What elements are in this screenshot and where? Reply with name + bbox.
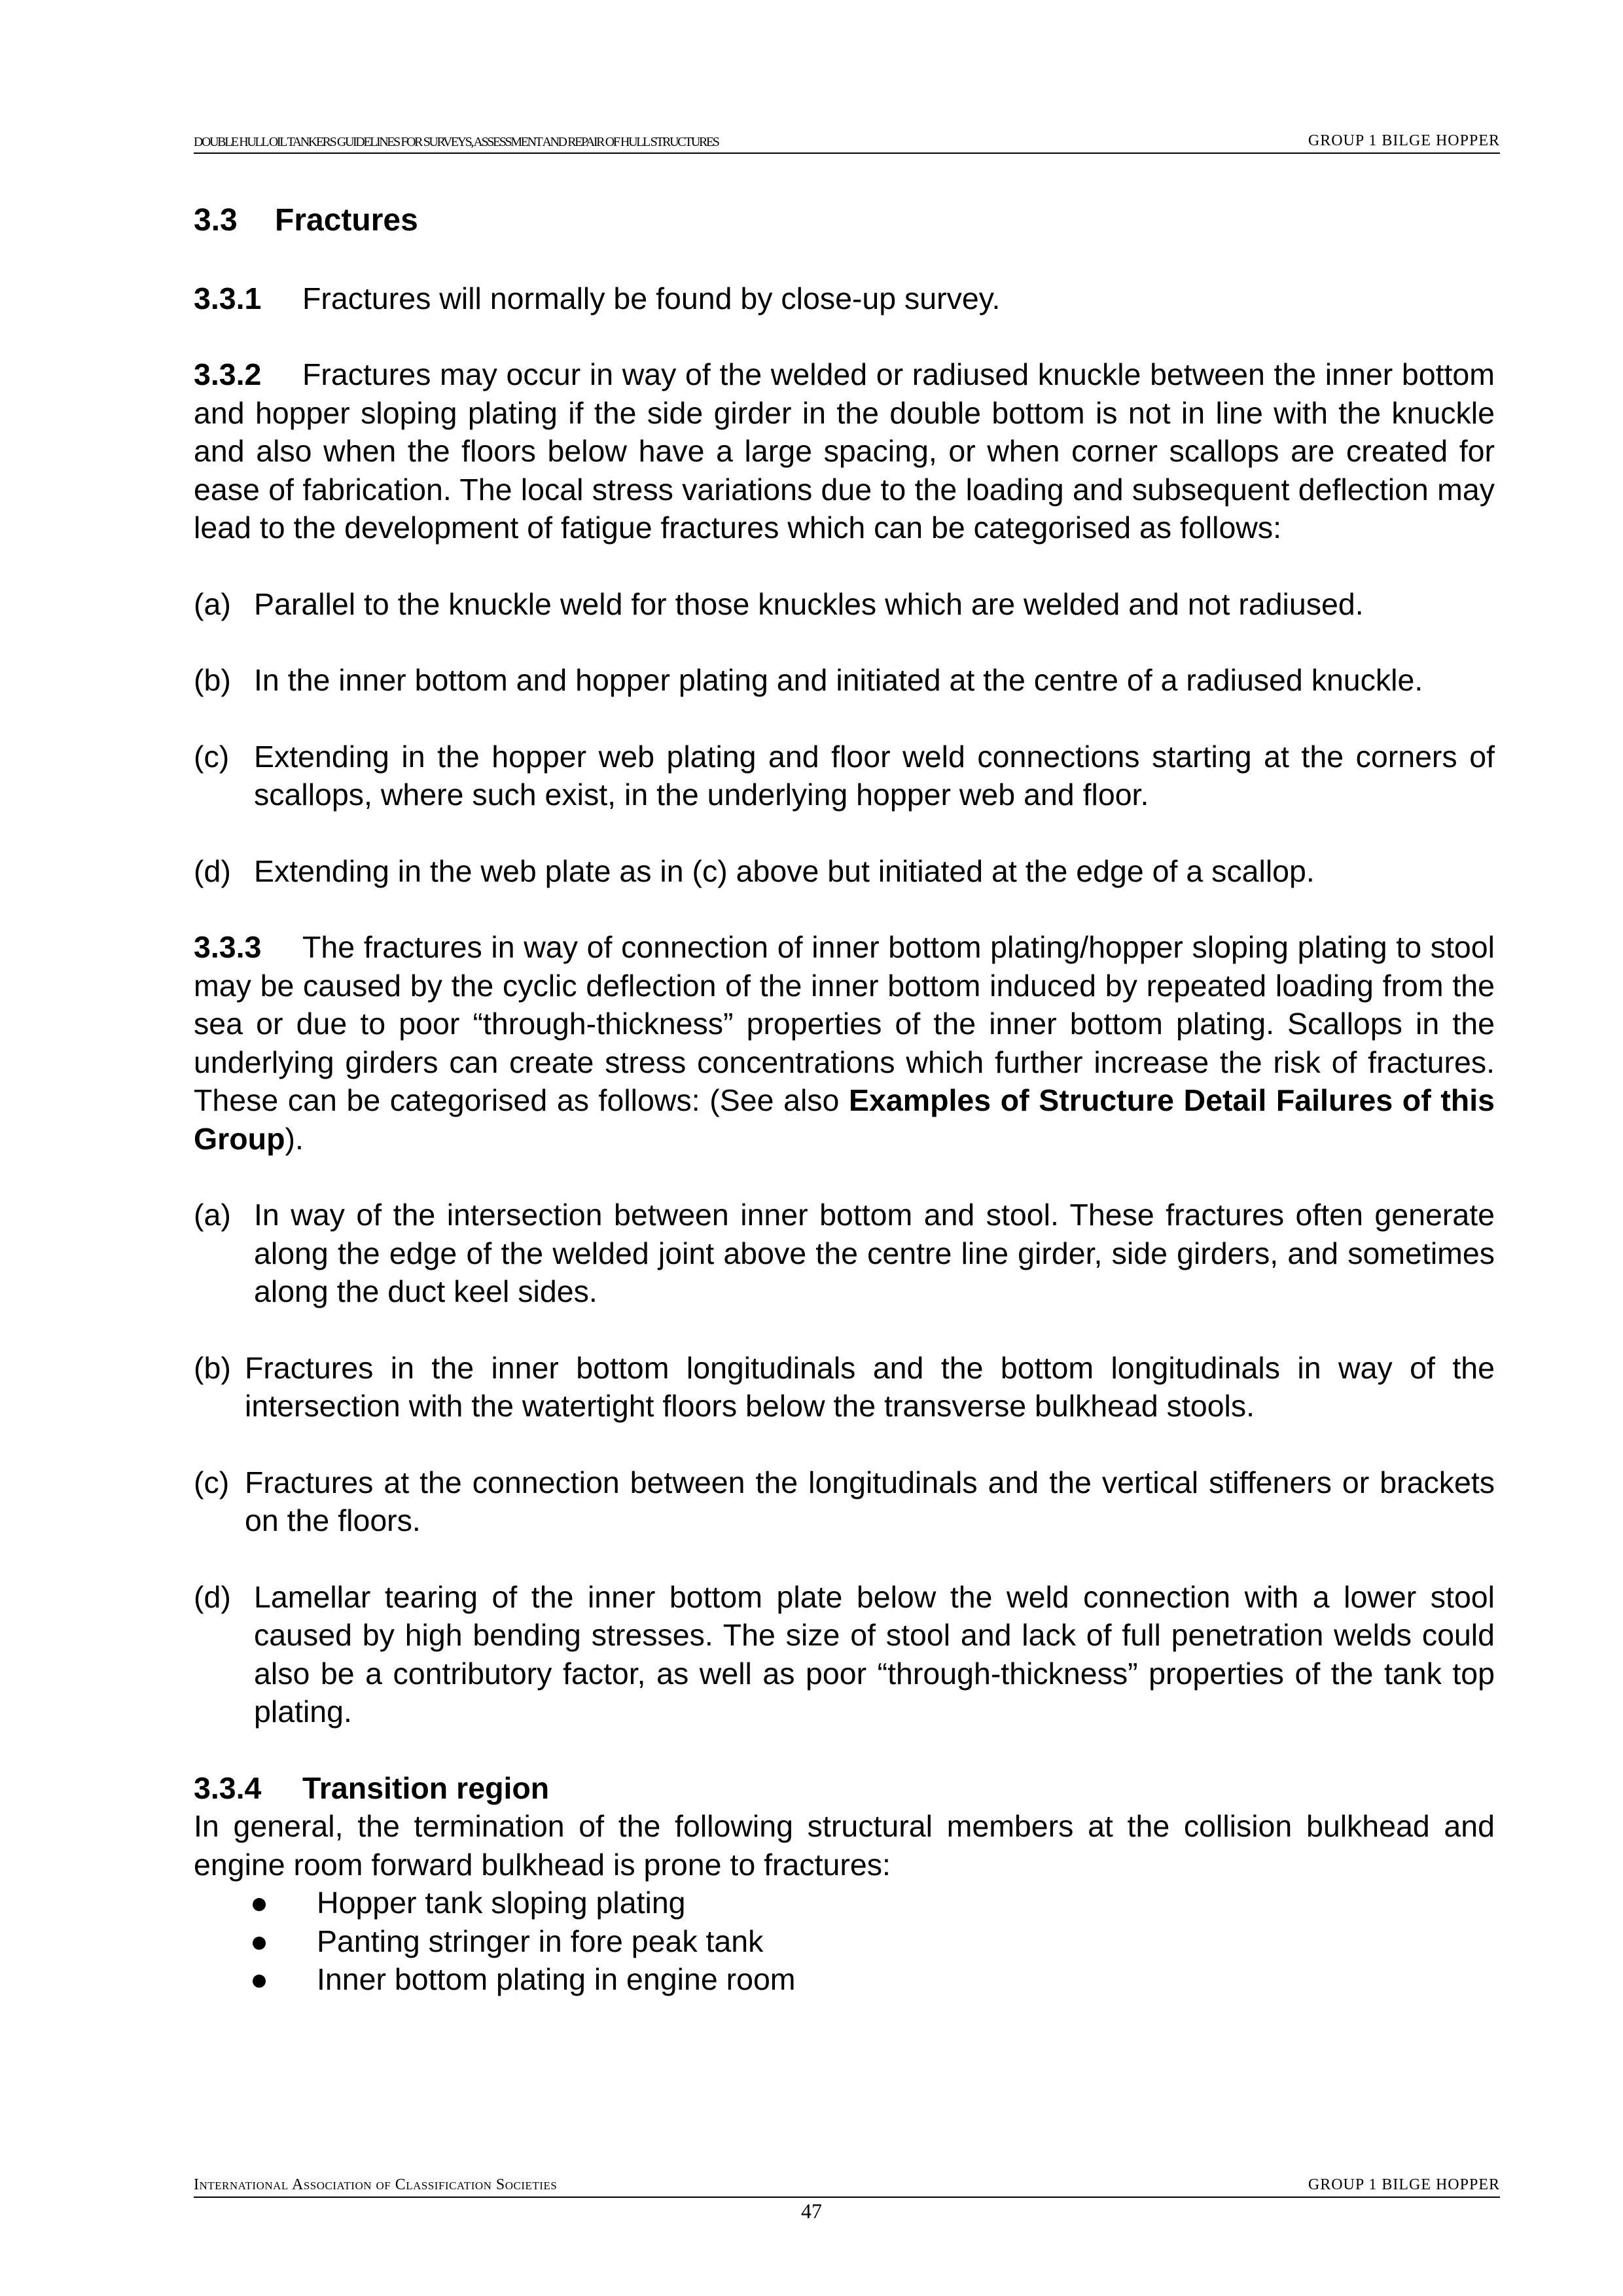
bullet-icon: ●	[250, 1962, 269, 1996]
page-footer	[194, 2172, 1500, 2198]
bullet-list	[194, 1884, 1495, 1999]
header-document-title: DOUBLE HULL OIL TANKERS GUIDELINES FOR SURVEYS, ASSESSMENT AND REPAIR OF HULL STRUCTURES	[194, 135, 719, 149]
paragraph-number: 3.3.4	[194, 1770, 262, 1805]
paragraph-3-3-2	[194, 355, 1495, 547]
page-header	[194, 126, 1500, 154]
paragraph-number: 3.3.1	[194, 281, 262, 315]
page-content	[194, 202, 1495, 1999]
list-item	[194, 1196, 1495, 1311]
bullet-icon: ●	[250, 1886, 269, 1920]
list-item	[194, 1463, 1495, 1540]
paragraph-tail: ).	[285, 1121, 304, 1156]
cross-reference: Examples of Structure Detail Failures of this Group	[194, 1083, 1495, 1156]
section-number: 3.3	[194, 203, 238, 238]
subheading-title: Transition region	[302, 1770, 550, 1805]
paragraph-text: Fractures will normally be found by close-up survey.	[302, 281, 1001, 315]
paragraph-3-3-4: In general, the termination of the following structural members at the collision bulkhead and engine room forward bulkhead is prone to fractures:	[194, 1809, 1495, 1882]
section-heading	[194, 202, 1495, 240]
list-3-3-2	[194, 585, 1495, 891]
bullet-item	[194, 1922, 1495, 1961]
list-item	[194, 1578, 1495, 1731]
list-item-text: In the inner bottom and hopper plating and initiated at the centre of a radiused knuckle.	[254, 663, 1423, 697]
list-item-text: Parallel to the knuckle weld for those knuckles which are welded and not radiused.	[254, 586, 1364, 621]
paragraph-3-3-1	[194, 279, 1495, 318]
bullet-text: Hopper tank sloping plating	[317, 1886, 686, 1920]
bullet-item	[194, 1960, 1495, 1999]
footer-organization: International Association of Classification Societies	[194, 2176, 558, 2193]
list-item	[194, 1349, 1495, 1426]
bullet-item	[194, 1884, 1495, 1922]
list-item-text: In way of the intersection between inner bottom and stool. These fractures often generate along the edge of the welded joint above the centre line girder, side girders, and sometimes along the duct keel sides.	[254, 1198, 1495, 1308]
paragraph-number: 3.3.2	[194, 357, 262, 391]
paragraph-text: Fractures may occur in way of the welded or radiused knuckle between the inner bottom and hopper sloping plating if the side girder in the double bottom is not in line with the knuckle and also when the floors below have a large spacing, or when corner scallops are created for ease of fabrication. The local stress variations due to the loading and subsequent deflection may lead to the development of fatigue fractures which can be categorised as follows:	[194, 357, 1495, 545]
list-item	[194, 852, 1495, 891]
list-marker: (c)	[194, 1465, 230, 1499]
list-marker: (d)	[194, 853, 231, 888]
list-marker: (c)	[194, 739, 230, 774]
header-group-label: GROUP 1 BILGE HOPPER	[1308, 132, 1500, 149]
bullet-icon: ●	[250, 1924, 269, 1958]
list-marker: (a)	[194, 586, 231, 621]
section-title: Fractures	[275, 203, 418, 238]
bullet-text: Inner bottom plating in engine room	[317, 1962, 796, 1996]
footer-group-label: GROUP 1 BILGE HOPPER	[1308, 2176, 1500, 2193]
bullet-text: Panting stringer in fore peak tank	[317, 1924, 764, 1958]
list-item-text: Extending in the web plate as in (c) above but initiated at the edge of a scallop.	[254, 853, 1315, 888]
list-marker: (b)	[194, 1350, 231, 1385]
list-marker: (a)	[194, 1198, 231, 1232]
list-item-text: Extending in the hopper web plating and floor weld connections starting at the corners of scallops, where such exist, in the underlying hopper web and floor.	[254, 739, 1495, 812]
list-marker: (d)	[194, 1579, 231, 1614]
list-item	[194, 738, 1495, 814]
list-item-text: Fractures in the inner bottom longitudinals and the bottom longitudinals in way of the intersection with the watertight floors below the transverse bulkhead stools.	[245, 1350, 1495, 1423]
list-marker: (b)	[194, 663, 231, 697]
subheading-3-3-4	[194, 1769, 1495, 1808]
list-item-text: Fractures at the connection between the longitudinals and the vertical stiffeners or brackets on the floors.	[245, 1465, 1495, 1537]
list-item	[194, 585, 1495, 624]
paragraph-text: The fractures in way of connection of inner bottom plating/hopper sloping plating to stool may be caused by the cyclic deflection of the inner bottom induced by repeated loading from the sea or due to poor “through-thickness” properties of the inner bottom plating. Scallops in the underlying girders can create stress concentrations which further increase the risk of fractures. These can be categorised as follows: (See also	[194, 930, 1495, 1117]
paragraph-number: 3.3.3	[194, 930, 262, 964]
list-item	[194, 661, 1495, 700]
list-3-3-3	[194, 1196, 1495, 1731]
paragraph-3-3-3	[194, 928, 1495, 1158]
page-number: 47	[801, 2199, 822, 2223]
list-item-text: Lamellar tearing of the inner bottom plate below the weld connection with a lower stool caused by high bending stresses. The size of stool and lack of full penetration welds could also be a contributory factor, as well as poor “through-thickness” properties of the tank top plating.	[254, 1579, 1495, 1729]
